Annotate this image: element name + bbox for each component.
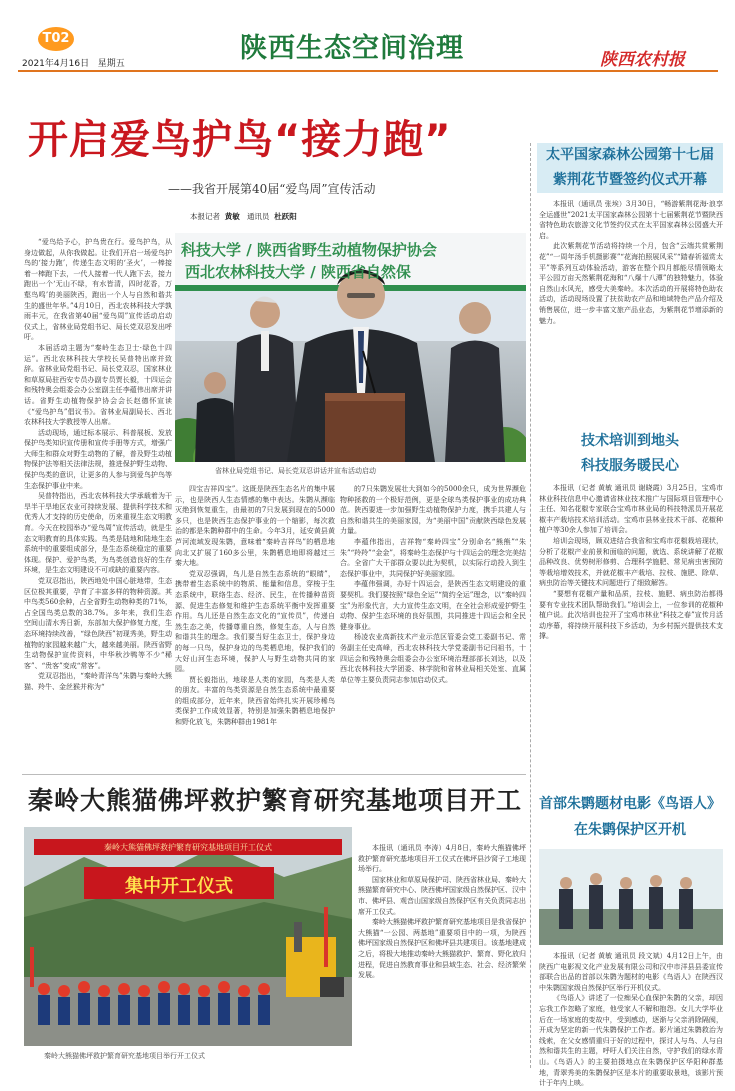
headline-line: 科技服务暖民心: [581, 458, 679, 474]
page-number-badge: T02: [38, 27, 74, 51]
paragraph: 培训会现场，顾双进结合我省和宝鸡市花椒栽培现状，分析了花椒产业前景和面临的问题，就选、系统讲解了花椒品种改良、优势树形修剪、合理科学施肥、常见病虫害预防等栽培增效技术，并就花椒丰产栽培、拉枝、施肥、除草、病虫防治等关键技术问题进行了细致解答。: [539, 536, 723, 588]
photo-signboard-text: 集中开工仪式: [125, 876, 233, 897]
paragraph: 党双忍指出，“秦岭青洋鸟”朱鹮与秦岭大熊猫、羚牛、金丝猴并称为“: [24, 672, 172, 691]
main-subheadline: ——我省开展第40届“爱鸟周”宣传活动: [168, 182, 376, 196]
bottom-article-body: [358, 843, 526, 1065]
main-column-1: [24, 237, 172, 771]
paragraph: 此次紫荆花节活动将持续一个月，包含“云端共赏紫荆花”“一周年汤手机摄影赛”“花海拍照展风采”“踏春祈福赏太平”等系列互动体验活动，游客在整个四月都能尽情领略太平公园万亩天然紫荆花海和“八爆十八潭”的独特魅力，体验自然山水风光，感受大美秦岭。本次活动的开展将特色助农活动，活动现场设置了扶贫助农产品和地域特色产品介绍及销售展位，进一步丰富文旅产品业态，为紫荆花节增添新的魅力。: [539, 242, 723, 325]
paragraph: 的7只朱鹮发展壮大到如今的5000余只，成为世界濒危物种拯救的一个极好范例，更是全球鸟类保护事业的成功典范。陕西要进一步加强野生动植物保护力度，携手共建人与自然和谐共生的美丽家园，为“美丽中国”贡献陕西绿色发展力量。: [340, 485, 526, 536]
byline-correspondent: 杜跃阳: [274, 212, 297, 221]
groundbreaking-illustration: [24, 827, 352, 1046]
paragraph: 本届活动主题为“秦岭生态卫士·绿色十四运”。西北农林科技大学校长吴普特出席并致辞。省林业局党组书记、局长党双忍，国家林业和草原局驻西安专员办副专员贾长毅，十四运会和残特奥会组委会办公室副主任李蕴伟出席并讲话。省野生动植物保护协会会长赵德怀宣读《“爱鸟护鸟”倡议书》。省林业局副局长、西北农林科技大学教授等人出席。: [24, 343, 172, 427]
byline-reporter: 黄敏: [224, 212, 240, 221]
photo-banner-line-2: 西北农林科技大学 / 陕西省自然保: [185, 263, 411, 281]
headline-line: 太平国家森林公园第十七届: [546, 147, 714, 163]
paragraph: 《鸟语人》讲述了一位痴呆心血保护朱鹮的父亲，却因忘我工作忽略了家庭，他受家人不解和抱怨。女儿大学毕业后在一场家庭的变故中，受到感动，逐渐与父亲消除隔阂，开成为坚定的新一代朱鹮保护工作者。影片通过朱鹮救治为线索，在父女感情重归于好的过程中，探讨人与鸟、人与自然和谐共生的主题，呼吁人们关注自然，守护我们的绿水青山。《鸟语人》的主要拍摄地点在朱鹮保护区华阳种群基地，青翠秀美的朱鹮保护区是本片的重要取景地，该影片预计于年内上映。: [539, 994, 723, 1088]
film-ceremony-illustration: [539, 849, 723, 945]
paragraph: 党双忍强调，鸟儿是自然生态系统的“眼睛”，携带着生态系统中的物质、能量和信息，穿梭于生态系统中，联络生态、经济、民生，在传播种苗资源、促进生态修复和维护生态系统平衡中发挥重要作用。鸟儿还是自然生态文化的“宣传员”，传递自然生态之美，传播尊重自然，修复生态，人与自然和谐共生的理念。我们要当好生态卫士，保护身边的每一只鸟，保护身边的鸟类栖息地，保护我们的大好山河生态环境，保护人与野生动物共同的家园。: [175, 569, 335, 674]
bottom-headline: 秦岭大熊猫佛坪救护繁育研究基地项目开工: [28, 786, 523, 815]
headline-line: 首部朱鹮题材电影《鸟语人》: [539, 796, 721, 812]
headline-line: 技术培训到地头: [581, 433, 679, 449]
date-text: 2021年4月16日: [22, 59, 90, 69]
paragraph: 秦岭大熊猫佛坪救护繁育研究基地项目是我省保护大熊猫“一公园、两基地”重要项目中的一项，为陕西佛坪国家级自然保护区和佛坪县共建项目。该基地建成之后，将极大地推动秦岭大熊猫救护、繁育、野化放归进程，促进自然教育事业和县域生态、社会、经济繁荣发展。: [358, 918, 526, 980]
main-headline: 开启爱鸟护鸟“接力跑”: [28, 117, 452, 163]
paragraph: 四宝吉祥四宝”。这既是陕西生态名片的集中展示，也是陕西人生态情感的集中表达。朱鹮从濒临灭绝到恢复重生，由最初的7只发展到现在的5000多只，也是陕西生态保护事业的一个缩影，每次救治的都是朱鹮种群中的生命。今年3月，延安黄县黄芦河流域发现朱鹮，意味着“秦岭吉祥鸟”的栖息地向北又扩展了160多公里，朱鹮栖息地即将越过三秦大地。: [175, 485, 335, 568]
paper-logo: 陕西农村报: [600, 50, 685, 70]
paragraph: 党双忍指出，陕西地处中国心脏地带，生态区位极其重要，孕育了丰富多样的物种资源。其中鸟类560余种，占全省野生动物种类的71%，占全国鸟类总数的38.7%。多年来，我们生态空间山清水秀日新，东部加大保护修复力度，生态环境持续改善，“绿色陕西”初现秀美，野生动植物的家园越来越广大，越来越美丽。陕西省野生动物保护宣传资料，中华秋沙鸭等不少“稀客”、“贵客”变成“常客”。: [24, 577, 172, 670]
sidebar-article-3-headline: [537, 791, 723, 843]
bottom-byline-paragraph: 本报讯（通讯员 李涛）4月8日，秦岭大熊猫佛坪救护繁育研究基地项目开工仪式在佛坪县沙窝子工地现场举行。: [358, 844, 526, 874]
paragraph: 李蕴伟指出，吉祥物“秦岭四宝”分别命名“熊熊”“朱朱”“羚羚”“金金”，将秦岭生态保护与十四运会的理念完美结合。全省广大干部群众要以此为契机，以实际行动投入到生态保护事业中，共同保护好美丽家园。: [340, 537, 526, 578]
weekday-text: 星期五: [97, 59, 125, 69]
photo-banner-line-1: 科技大学 / 陕西省野生动植物保护协会: [181, 241, 437, 259]
paragraph: 本报讯（记者 黄敏 通讯员 谢晓霞）3月25日，宝鸡市林业科技信息中心邀请省林业技术推广与国际项目管理中心主任、知名花椒专家联合宝鸡市林业局的科技特派员开展花椒丰产栽培技术培训活动。宝鸡市县林业技术干部、花椒种植户等30余人参加了培训会。: [539, 484, 723, 535]
paragraph: 活动现场，通过标本展示、科普展板、发放保护鸟类知识宣传册和宣传手册等方式，增强广大师生和群众对野生动物的了解，普及野生动植物保护法等相关法律法规，推进保护野生动物、保护鸟类的意识，让更多的人参与到爱鸟护鸟等生态保护事业中来。: [24, 428, 172, 490]
paragraph: 本报讯（通讯员 张埃）3月30日，“畅游紫荆花海·浪享全运盛世”2021太平国家森林公园第十七届紫荆花节暨陕西省特色助农旅游文化节签约仪式在太平国家森林公园盛大开启。: [539, 200, 723, 240]
sidebar-article-1-body: [539, 199, 723, 419]
paragraph: “爱鸟给予心，护鸟贵在行。爱鸟护鸟，从身边做起，从你我做起。让我们开启一场爱鸟护鸟的‘接力跑’，传递生态文明的‘圣火’，一棒接着一棒跑下去，一代人接着一代人跑下去，接力跑出一个‘无山不绿，有水皆清，四时花香，万壑鸟鸣’的美丽陕西，跑出一个人与自然和谐共生的盛世年华。”4月10日，西北农林科技大学孰雨丰元，在我省第40届“爱鸟周”宣传活动启动仪式上，省林业局党组书记、局长党双忍发出呼吁。: [24, 238, 172, 342]
paragraph: “要想有花椒产量和品质，拉枝、施肥、病虫防治都得要有专业技术团队帮助我们。”培训会上，一位参训的花椒种植户说。此次培训也拉开了宝鸡市林业“科技之春”宣传月活动序幕，将持续开展科技下乡活动，为乡村振兴提供技术支撑。: [539, 589, 723, 641]
main-photo-caption: 省林业局党组书记、局长党双忍讲话并宣布活动启动: [215, 467, 376, 475]
paragraph: 杨凌农业高新技术产业示范区管委会党工委副书记、常务副主任史高峰，西北农林科技大学党委副书记闫祖书，十四运会和残特奥会组委会办公室环境治理部部长刘达，以及西北农林科技大学团委、林学院和省林业局相关处室、直属单位等主要负责同志参加启动仪式。: [340, 633, 526, 684]
construction-photo: [24, 827, 352, 1046]
main-photo: [175, 233, 526, 462]
paragraph: 贾长毅指出，地球是人类的家园，鸟类是人类的朋友。丰富的鸟类资源是自然生态系统中最重要的组成部分，近年来，陕西省始终扎实开展珍稀鸟类保护工作成效显著，特别是加强朱鹮栖息地保护和野化放飞，朱鹮种群由1981年: [175, 675, 335, 727]
sidebar-article-2-body: [539, 483, 723, 783]
sidebar-article-2-headline: [537, 429, 723, 479]
headline-line: 在朱鹮保护区开机: [574, 822, 686, 838]
headline-line: 紫荆花节暨签约仪式开幕: [553, 172, 707, 188]
construction-photo-caption: 秦岭大熊猫佛坪救护繁育研究基地项目举行开工仪式: [44, 1052, 205, 1060]
byline-mid: 通讯员: [246, 212, 270, 221]
main-byline: [190, 211, 297, 222]
sidebar-article-3-photo: [539, 849, 723, 945]
photo-banner-text: 秦岭大熊猫佛坪救护繁育研究基地项目开工仪式: [104, 843, 272, 852]
paragraph: 本报讯（记者 黄敏 通讯员 段文斌）4月12日上午，由陕西广电影视文化产业发展有限公司和汉中市洋县县委宣传部联合出品的首部以朱鹮为题材的电影《鸟语人》在陕西汉中朱鹮国家级自然保护区举行开机仪式。: [539, 952, 723, 992]
section-divider: [22, 774, 526, 775]
header-rule: [18, 70, 718, 72]
byline-prefix: 本报记者: [190, 212, 220, 221]
sidebar-article-3-body: [539, 951, 723, 1091]
paragraph: 李蕴伟强调，办好十四运会，是陕西生态文明建设的重要契机。我们要按照“绿色全运”“简约全运”理念，以“秦岭四宝”为形象代言，大力宣传生态文明，在全社会形成爱护野生动物、保护生态环境的良好氛围，共同推进十四运会和全民健身事业。: [340, 580, 526, 631]
paragraph: 吴普特指出，西北农林科技大学承载着为干旱半干旱地区农业可持续发展、提供科学技术和优秀人才支持的历史使命，历来重视生态文明教育。今天在校园举办“爱鸟周”宣传活动，就是生态文明教育的具体实践。鸟类是陆地和陆地生态系统中的重要组成部分，是生态系统稳定的重要体现。保护、爱护鸟类，为鸟类创造良好的生存环境，是生态文明建设不可或缺的重要内容。: [24, 492, 172, 575]
paragraph: 国家林业和草原局保护司、陕西省林业局、秦岭大熊猫繁育研究中心、陕西佛坪国家级自然保护区、汉中市、佛坪县、观音山国家级自然保护区有关负责同志出席开工仪式。: [358, 875, 526, 916]
sidebar: [530, 143, 723, 1088]
main-column-2: [175, 484, 335, 771]
main-column-3: [340, 484, 526, 771]
sidebar-article-1-headline: [537, 143, 723, 193]
issue-date: [22, 56, 125, 69]
section-title: 陕西生态空间治理: [240, 33, 464, 64]
